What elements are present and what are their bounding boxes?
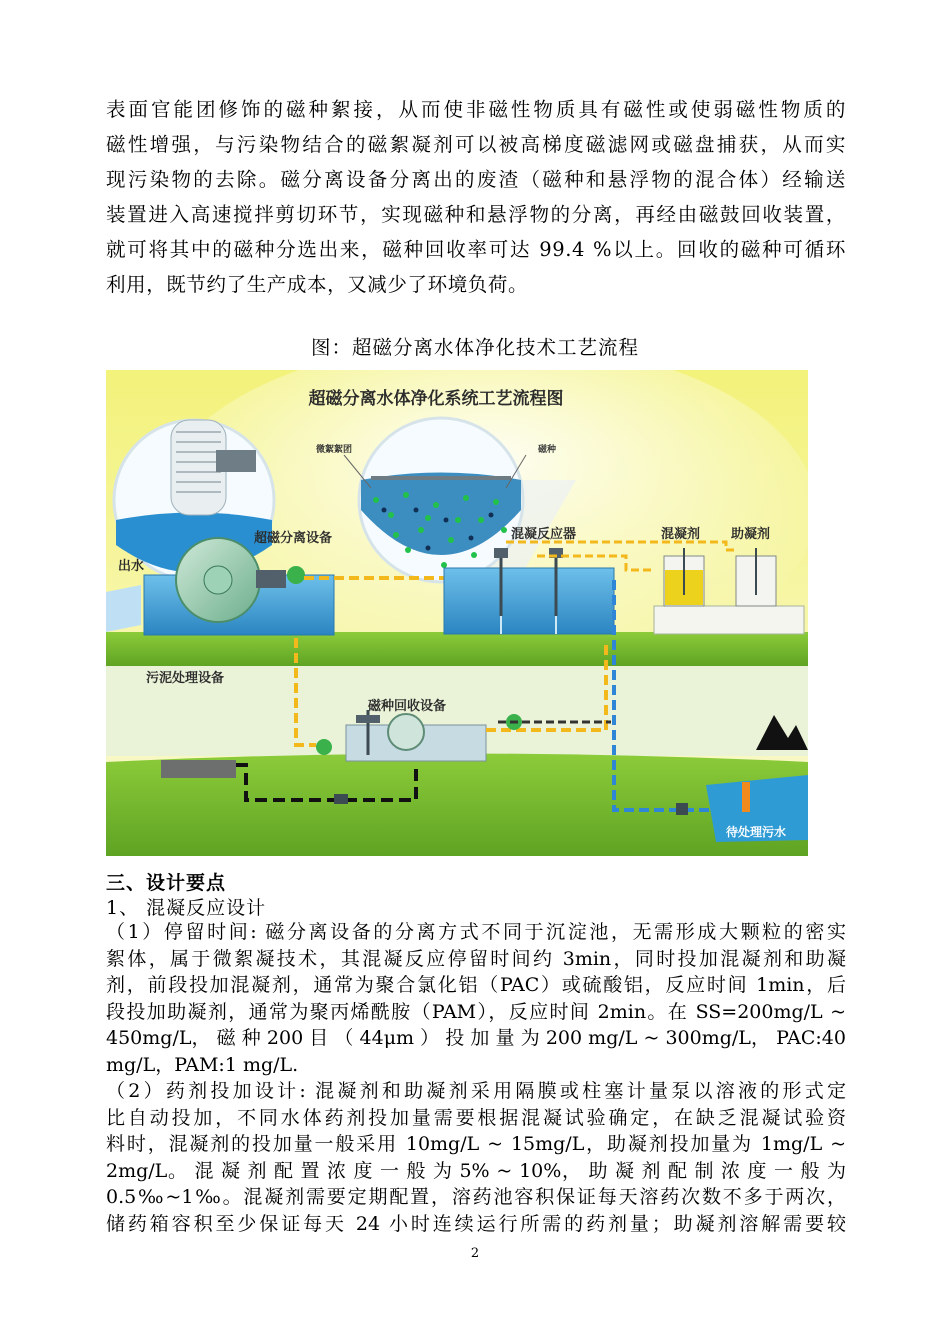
paragraph-2-line: 2mg/L。 混 凝 剂 配 置 浓 度 一 般 为 5% ~ 10%， 助 凝 剂 配 制 浓 度 一 般 为: [106, 1159, 846, 1182]
paragraph-1: [106, 92, 846, 302]
figure-caption: 图：超磁分离水体净化技术工艺流程: [310, 336, 639, 359]
paragraph-2-line: 比自动投加，不同水体药剂投加量需要根据混凝试验确定，在缺乏混凝试验资: [106, 1106, 846, 1129]
paragraph-2-line: 料时，混凝剂的投加量一般采用 10mg/L ~ 15mg/L，助凝剂投加量为 1mg/L ~: [106, 1133, 846, 1155]
label-aid: 助凝剂: [731, 527, 771, 542]
paragraph-1-line: 就可将其中的磁种分选出来，磁种回收率可达 99.4 %以上。回收的磁种可循环: [106, 238, 846, 261]
paragraph-1-line: 现污染物的去除。磁分离设备分离出的废渣（磁种和悬浮物的混合体）经输送: [106, 168, 846, 191]
paragraph-2-line: 段投加助凝剂，通常为聚丙烯酰胺（PAM），反应时间 2min。在 SS=200mg/L ~: [106, 1000, 846, 1023]
paragraph-1-line: 磁性增强，与污染物结合的磁絮凝剂可以被高梯度磁滤网或磁盘捕获，从而实: [106, 133, 846, 156]
label-recovery: 磁种回收设备: [368, 699, 447, 714]
process-flow-diagram: [106, 370, 808, 856]
process-flow-figure: [106, 370, 808, 856]
paragraph-1-line: 装置进入高速搅拌剪切环节，实现磁种和悬浮物的分离，再经由磁鼓回收装置，: [106, 203, 846, 226]
label-outlet: 出水: [118, 559, 145, 574]
separator-pump: [287, 566, 305, 584]
paragraph-1-line: 表面官能团修饰的磁种絮接，从而使非磁性物质具有磁性或使弱磁性物质的: [106, 98, 846, 121]
paragraph-2-line: 储药箱容积至少保证每天 24 小时连续运行所需的药剂量；助凝剂溶解需要较: [106, 1212, 846, 1235]
page-number: 2: [470, 1246, 480, 1261]
raw-water-valve: [676, 803, 688, 815]
subsection-heading: 1、 混凝反应设计: [106, 897, 267, 919]
paragraph-2-line: 絮体，属于微絮凝技术，其混凝反应停留时间约 3min，同时投加混凝剂和助凝: [106, 947, 846, 970]
drive-shaft: [216, 450, 256, 472]
sludge-dewatering-unit: [161, 760, 236, 778]
paragraph-2: [106, 919, 846, 1237]
label-seed: 磁种: [538, 445, 557, 455]
label-separator: 超磁分离设备: [254, 531, 333, 546]
diagram-title: 超磁分离水体净化系统工艺流程图: [308, 389, 564, 409]
intake-pump: [742, 782, 750, 812]
label-reactor: 混凝反应器: [511, 527, 577, 542]
label-floc: 微絮絮团: [316, 445, 353, 455]
mixer-motor: [494, 548, 508, 558]
section-heading: 三、设计要点: [106, 872, 227, 894]
separator-motor: [256, 570, 286, 588]
label-sludge: 污泥处理设备: [146, 671, 225, 686]
outlet-waterfall: [106, 585, 141, 632]
coagulation-reactor: [444, 568, 614, 634]
paragraph-1-line: 利用，既节约了生产成本，又减少了环境负荷。: [106, 273, 529, 296]
paragraph-2-line: 450mg/L， 磁 种 200 目 （ 44μm ） 投 加 量 为 200 mg/L ~ 300mg/L， PAC:40: [106, 1027, 846, 1049]
drum-hub: [204, 566, 232, 594]
paragraph-2-line: （2）药剂投加设计: 混凝剂和助凝剂采用隔膜或柱塞计量泵以溶液的形式定: [106, 1080, 846, 1102]
upper-grass-band: [106, 632, 808, 666]
paragraph-2-line: 0.5‰~1‰。混凝剂需要定期配置，溶药池容积保证每天溶药次数不多于两次，: [106, 1186, 846, 1208]
recovery-drum: [388, 714, 424, 750]
paragraph-2-line: （1）停留时间: 磁分离设备的分离方式不同于沉淀池，无需形成大颗粒的密实: [106, 921, 846, 943]
paragraph-2-line: mg/L，PAM:1 mg/L.: [106, 1053, 299, 1076]
sludge-valve: [334, 794, 348, 804]
chemical-platform: [654, 606, 804, 634]
paragraph-2-line: 剂，前段投加混凝剂，通常为聚合氯化铝（PAC）或硫酸铝，反应时间 1min，后: [106, 974, 846, 996]
label-coagulant: 混凝剂: [661, 527, 701, 542]
recovery-motor: [356, 715, 380, 723]
recovery-pump: [316, 739, 332, 755]
label-raw-water: 待处理污水: [726, 825, 787, 839]
